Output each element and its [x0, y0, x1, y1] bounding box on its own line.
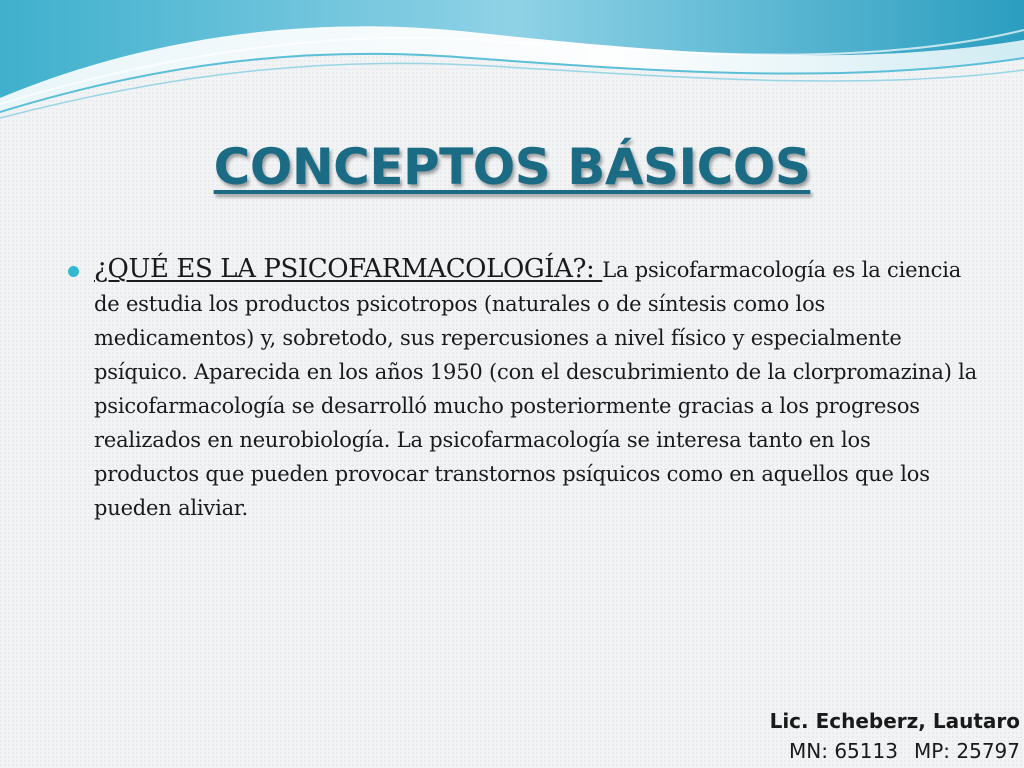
bullet-dot-icon [68, 266, 79, 277]
bullet-lead: ¿QUÉ ES LA PSICOFARMACOLOGÍA?: [94, 254, 603, 284]
footer-signature [770, 706, 1020, 766]
registration-numbers [770, 736, 1020, 766]
slide-content [60, 252, 980, 525]
bullet-paragraph [94, 252, 980, 525]
header-wave-decoration [0, 0, 1024, 130]
bullet-item [60, 252, 980, 525]
bullet-text: La psicofarmacología es la ciencia de estudia los productos psicotropos (naturales o de síntesis como los medicamentos) y, sobretodo, sus repercusiones a nivel físico y especialmente psíquico. Aparecida en los años 1950 (con el descubrimiento de la clorpromazina) la psicofarmacología se desarrolló mucho posteriormente gracias a los progresos realizados en neurobiología. La psicofarmacología se interesa tanto en los productos que pueden provocar transtornos psíquicos como en aquellos que los pueden aliviar. [94, 258, 978, 520]
slide-title: CONCEPTOS BÁSICOS [213, 138, 811, 196]
author-name: Lic. Echeberz, Lautaro [769, 709, 1020, 733]
mn-number: MN: 65113 [789, 739, 898, 763]
mp-number: MP: 25797 [913, 739, 1020, 763]
